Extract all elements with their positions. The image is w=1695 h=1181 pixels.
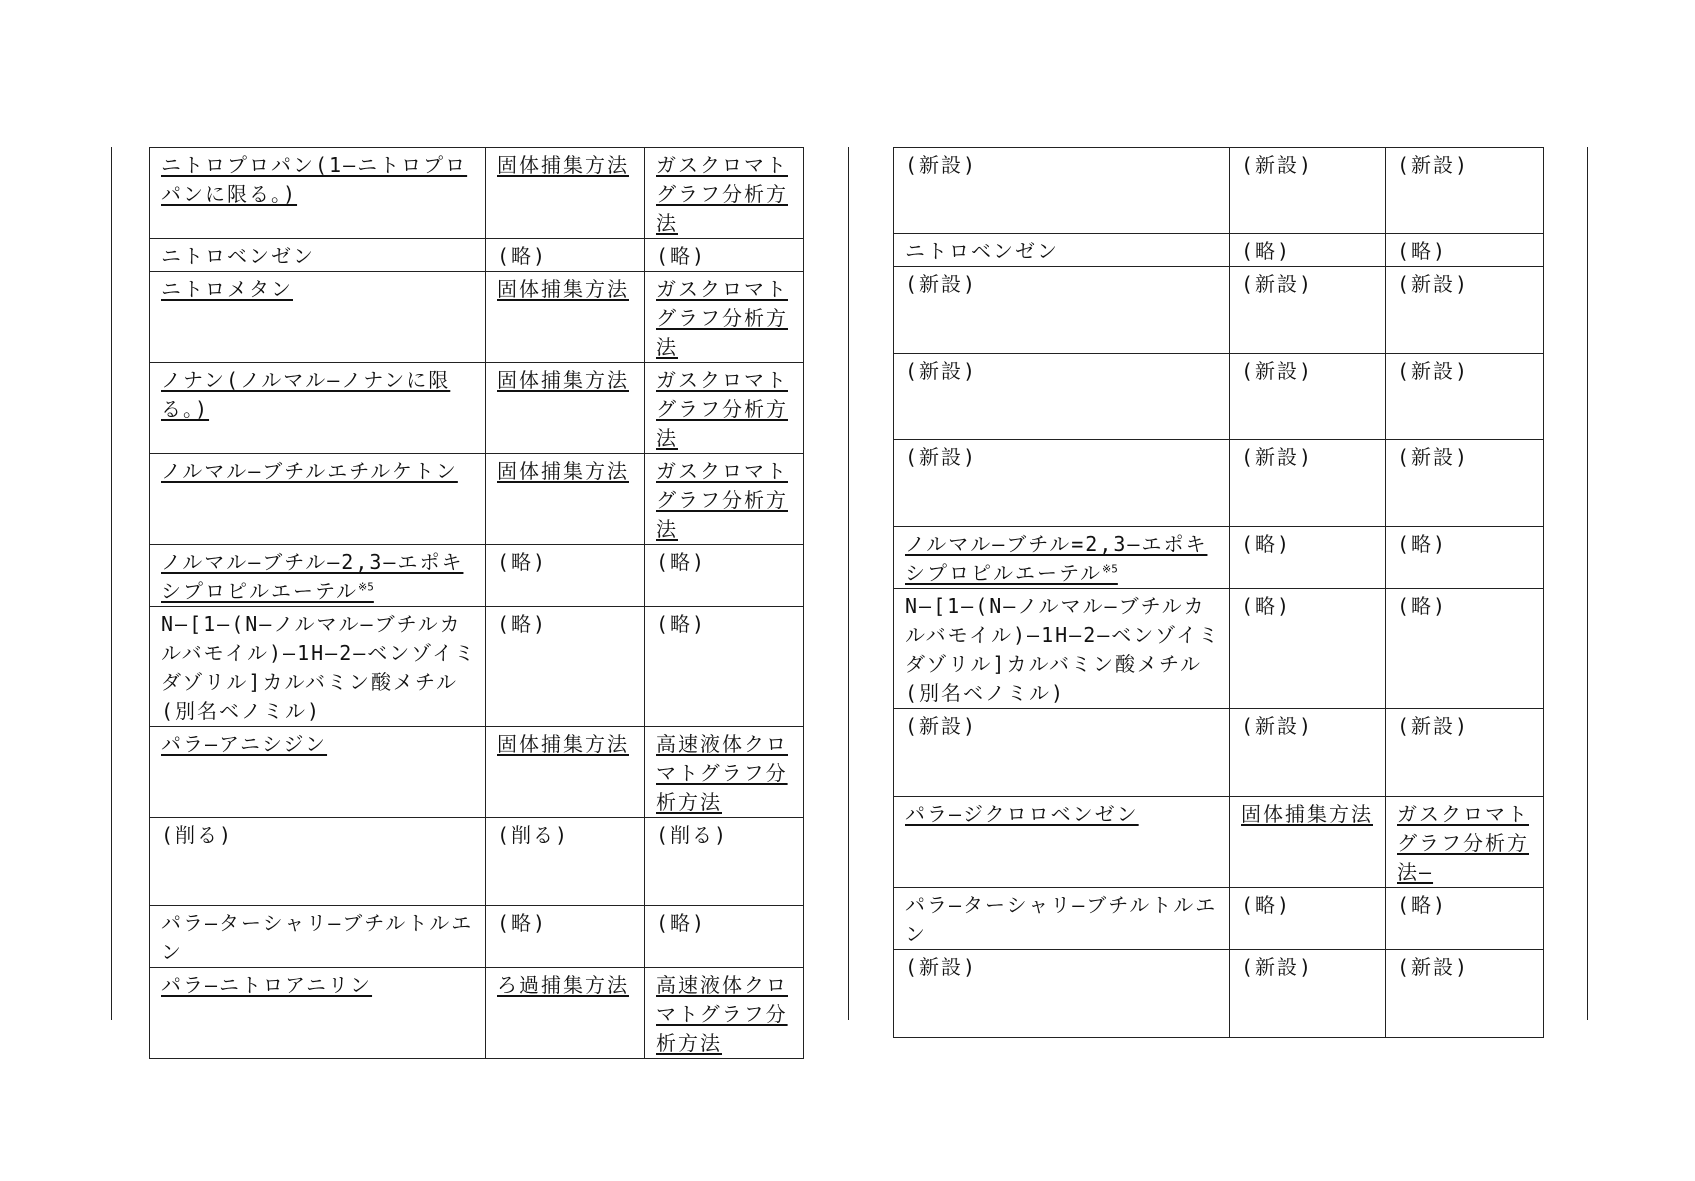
cell-content: [497, 612, 547, 636]
table-row: [894, 950, 1544, 1038]
sampling-method-text: (新設): [1241, 955, 1314, 979]
analysis-method-text: (略): [1397, 893, 1448, 917]
table-row: [150, 363, 804, 454]
sampling-method-cell: [486, 239, 645, 272]
table-row: [894, 234, 1544, 267]
analysis-method-text: (新設): [1397, 955, 1470, 979]
sampling-method-cell: [486, 607, 645, 727]
cell-content: [905, 445, 977, 469]
cell-content: [656, 277, 788, 359]
substance-name-cell: [894, 354, 1230, 440]
cell-content: [497, 244, 547, 268]
substance-name-text: ニトロプロパン(1―ニトロプロパンに限る。): [161, 153, 468, 206]
analysis-method-text: ガスクロマトグラフ分析方法―: [1397, 802, 1529, 884]
table-row: [150, 906, 804, 968]
analysis-method-text: (略): [1397, 594, 1448, 618]
sampling-method-cell: [486, 968, 645, 1059]
cell-content: [161, 459, 458, 483]
cell-content: [161, 823, 233, 847]
cell-content: [905, 594, 1220, 705]
cell-content: [161, 368, 450, 421]
analysis-method-cell: [645, 148, 804, 239]
cell-content: [161, 244, 315, 268]
analysis-method-cell: [1386, 527, 1544, 589]
cell-content: [1241, 714, 1313, 738]
sampling-method-text: (新設): [1241, 445, 1314, 469]
substance-name-text: (新設): [905, 272, 978, 296]
substance-name-text: (新設): [905, 955, 978, 979]
sampling-method-cell: [486, 454, 645, 545]
sampling-method-cell: [1230, 888, 1386, 950]
substance-name-cell: [150, 968, 486, 1059]
substance-name-text: (新設): [905, 359, 978, 383]
table-row: [894, 888, 1544, 950]
analysis-method-text: (略): [656, 911, 707, 935]
footnote-marker: ※5: [358, 580, 374, 594]
sampling-method-text: (略): [1241, 532, 1292, 556]
substance-name-cell: [894, 234, 1230, 267]
substance-name-text: パラ―アニシジン: [161, 732, 328, 756]
cell-content: [1397, 532, 1447, 556]
cell-content: [905, 893, 1217, 946]
substance-name-cell: [894, 440, 1230, 527]
cell-content: [1241, 955, 1313, 979]
cell-content: [161, 732, 327, 756]
sampling-method-text: (新設): [1241, 153, 1314, 177]
table-row: [894, 589, 1544, 709]
cell-content: [497, 368, 629, 392]
cell-content: [161, 550, 463, 603]
analysis-method-cell: [1386, 267, 1544, 354]
analysis-method-cell: [1386, 797, 1544, 888]
cell-content: [656, 368, 788, 450]
analysis-method-cell: [1386, 589, 1544, 709]
analysis-method-cell: [1386, 950, 1544, 1038]
cell-content: [1397, 594, 1447, 618]
table-row: [894, 354, 1544, 440]
cell-content: [656, 823, 728, 847]
cell-content: [656, 732, 788, 814]
substance-name-text: ノナン(ノルマル―ノナンに限る。): [161, 368, 451, 421]
analysis-method-cell: [645, 272, 804, 363]
substance-name-text: ニトロメタン: [161, 277, 293, 301]
analysis-method-cell: [645, 727, 804, 818]
substance-name-text: (新設): [905, 445, 978, 469]
substance-name-cell: [150, 148, 486, 239]
substance-name-cell: [894, 589, 1230, 709]
substance-name-text: ノルマル―ブチルエチルケトン: [161, 459, 458, 483]
revised-table-body: [150, 148, 804, 1059]
substance-name-text: パラ―ターシャリ―ブチルトルエン: [905, 893, 1218, 946]
table-row: [894, 440, 1544, 527]
analysis-method-text: (新設): [1397, 359, 1470, 383]
sampling-method-text: (削る): [497, 823, 570, 847]
cell-content: [1241, 445, 1313, 469]
analysis-method-cell: [645, 545, 804, 607]
cell-content: [1241, 153, 1313, 177]
current-table-body: [894, 148, 1544, 1038]
cell-content: [1241, 893, 1291, 917]
cell-content: [656, 911, 706, 935]
cell-content: [656, 550, 706, 574]
table-row: [150, 272, 804, 363]
sampling-method-cell: [486, 545, 645, 607]
center-divider-rule: [848, 147, 849, 1020]
cell-content: [497, 732, 629, 756]
cell-content: [1397, 955, 1469, 979]
cell-content: [1241, 272, 1313, 296]
sampling-method-cell: [1230, 267, 1386, 354]
sampling-method-text: 固体捕集方法: [497, 153, 629, 177]
cell-content: [656, 153, 788, 235]
analysis-method-text: (削る): [656, 823, 729, 847]
substance-name-cell: [150, 239, 486, 272]
substance-name-cell: [150, 818, 486, 906]
cell-content: [497, 277, 629, 301]
analysis-method-cell: [1386, 709, 1544, 797]
cell-content: [656, 244, 706, 268]
substance-name-text: N―[1―(N―ノルマル―ブチルカルバモイル)―1H―2―ベンゾイミダゾリル]カルバミン酸メチル(別名ベノミル): [905, 594, 1221, 705]
cell-content: [497, 973, 629, 997]
sampling-method-cell: [486, 272, 645, 363]
analysis-method-cell: [645, 968, 804, 1059]
analysis-method-cell: [1386, 888, 1544, 950]
sampling-method-text: 固体捕集方法: [497, 277, 629, 301]
sampling-method-text: ろ過捕集方法: [497, 973, 629, 997]
cell-content: [905, 239, 1059, 263]
analysis-method-text: (略): [1397, 239, 1448, 263]
table-row: [894, 527, 1544, 589]
analysis-method-text: (新設): [1397, 445, 1470, 469]
sampling-method-cell: [1230, 797, 1386, 888]
cell-content: [1397, 359, 1469, 383]
right-margin-rule: [1587, 147, 1588, 1020]
analysis-method-text: ガスクロマトグラフ分析方法: [656, 368, 788, 450]
table-row: [150, 968, 804, 1059]
analysis-method-text: (略): [656, 550, 707, 574]
cell-content: [656, 459, 788, 541]
substance-name-text: ノルマル―ブチル=2,3―エポキシプロピルエーテル: [905, 532, 1208, 585]
sampling-method-text: (略): [497, 550, 548, 574]
sampling-method-text: 固体捕集方法: [497, 459, 629, 483]
analysis-method-text: (略): [656, 612, 707, 636]
sampling-method-cell: [486, 906, 645, 968]
table-row: [894, 797, 1544, 888]
sampling-method-text: (新設): [1241, 714, 1314, 738]
sampling-method-text: (略): [1241, 239, 1292, 263]
sampling-method-text: 固体捕集方法: [497, 368, 629, 392]
analysis-method-cell: [645, 454, 804, 545]
analysis-method-text: (略): [656, 244, 707, 268]
substance-name-cell: [150, 607, 486, 727]
sampling-method-text: (新設): [1241, 359, 1314, 383]
substance-name-cell: [894, 267, 1230, 354]
analysis-method-cell: [1386, 440, 1544, 527]
cell-content: [1241, 532, 1291, 556]
sampling-method-text: 固体捕集方法: [1241, 802, 1373, 826]
sampling-method-text: (略): [1241, 893, 1292, 917]
left-margin-rule: [111, 147, 112, 1020]
analysis-method-text: ガスクロマトグラフ分析方法: [656, 153, 788, 235]
analysis-method-cell: [645, 239, 804, 272]
cell-content: [1397, 272, 1469, 296]
sampling-method-text: (略): [497, 612, 548, 636]
cell-content: [497, 911, 547, 935]
cell-content: [656, 612, 706, 636]
sampling-method-text: (新設): [1241, 272, 1314, 296]
sampling-method-cell: [1230, 589, 1386, 709]
substance-name-cell: [150, 272, 486, 363]
substance-name-cell: [894, 797, 1230, 888]
substance-name-cell: [894, 527, 1230, 589]
substance-name-cell: [894, 148, 1230, 234]
sampling-method-cell: [486, 148, 645, 239]
substance-name-text: ノルマル―ブチル―2,3―エポキシプロピルエーテル: [161, 550, 464, 603]
cell-content: [497, 550, 547, 574]
substance-name-cell: [894, 950, 1230, 1038]
cell-content: [905, 272, 977, 296]
analysis-method-text: (新設): [1397, 272, 1470, 296]
sampling-method-text: 固体捕集方法: [497, 732, 629, 756]
cell-content: [1241, 239, 1291, 263]
table-row: [150, 239, 804, 272]
analysis-method-text: (略): [1397, 532, 1448, 556]
cell-content: [1241, 802, 1373, 826]
analysis-method-text: ガスクロマトグラフ分析方法: [656, 277, 788, 359]
sampling-method-text: (略): [497, 244, 548, 268]
table-row: [894, 709, 1544, 797]
substance-name-text: パラ―ターシャリ―ブチルトルエン: [161, 911, 474, 964]
substance-name-cell: [150, 906, 486, 968]
cell-content: [905, 955, 977, 979]
analysis-method-text: (新設): [1397, 153, 1470, 177]
cell-content: [161, 153, 467, 206]
sampling-method-text: (略): [497, 911, 548, 935]
cell-content: [161, 612, 476, 723]
analysis-method-text: 高速液体クロマトグラフ分析方法: [656, 973, 788, 1055]
cell-content: [656, 973, 788, 1055]
table-row: [150, 607, 804, 727]
substance-name-cell: [150, 545, 486, 607]
cell-content: [1397, 893, 1447, 917]
table-row: [150, 818, 804, 906]
revised-table: [149, 147, 804, 1059]
substance-name-text: パラ―ジクロロベンゼン: [905, 802, 1139, 826]
analysis-method-cell: [645, 906, 804, 968]
substance-name-cell: [150, 363, 486, 454]
analysis-method-cell: [645, 363, 804, 454]
analysis-method-cell: [645, 607, 804, 727]
table-row: [150, 454, 804, 545]
sampling-method-cell: [1230, 527, 1386, 589]
substance-name-text: N―[1―(N―ノルマル―ブチルカルバモイル)―1H―2―ベンゾイミダゾリル]カルバミン酸メチル(別名ベノミル): [161, 612, 477, 723]
analysis-method-cell: [1386, 148, 1544, 234]
substance-name-cell: [894, 709, 1230, 797]
table-row: [894, 267, 1544, 354]
substance-name-text: (新設): [905, 714, 978, 738]
substance-name-text: (新設): [905, 153, 978, 177]
cell-content: [905, 153, 977, 177]
sampling-method-cell: [486, 363, 645, 454]
cell-content: [905, 714, 977, 738]
cell-content: [1241, 594, 1291, 618]
analysis-method-text: 高速液体クロマトグラフ分析方法: [656, 732, 788, 814]
analysis-method-cell: [1386, 234, 1544, 267]
current-table: [893, 147, 1544, 1038]
cell-content: [905, 359, 977, 383]
cell-content: [161, 973, 372, 997]
cell-content: [497, 153, 629, 177]
analysis-method-text: ガスクロマトグラフ分析方法: [656, 459, 788, 541]
substance-name-text: ニトロベンゼン: [905, 239, 1059, 263]
substance-name-text: ニトロベンゼン: [161, 244, 315, 268]
substance-name-cell: [150, 727, 486, 818]
cell-content: [1397, 802, 1529, 884]
table-row: [894, 148, 1544, 234]
sampling-method-cell: [1230, 148, 1386, 234]
cell-content: [1397, 714, 1469, 738]
analysis-method-text: (新設): [1397, 714, 1470, 738]
substance-name-cell: [894, 888, 1230, 950]
cell-content: [161, 277, 293, 301]
sampling-method-cell: [486, 818, 645, 906]
cell-content: [1241, 359, 1313, 383]
substance-name-cell: [150, 454, 486, 545]
substance-name-text: パラ―ニトロアニリン: [161, 973, 373, 997]
sampling-method-cell: [1230, 440, 1386, 527]
sampling-method-text: (略): [1241, 594, 1292, 618]
sampling-method-cell: [1230, 354, 1386, 440]
footnote-marker: ※5: [1102, 562, 1118, 576]
sampling-method-cell: [1230, 234, 1386, 267]
substance-name-text: (削る): [161, 823, 234, 847]
cell-content: [1397, 153, 1469, 177]
cell-content: [497, 823, 569, 847]
cell-content: [905, 802, 1139, 826]
cell-content: [497, 459, 629, 483]
cell-content: [905, 532, 1207, 585]
cell-content: [1397, 445, 1469, 469]
analysis-method-cell: [1386, 354, 1544, 440]
table-row: [150, 727, 804, 818]
sampling-method-cell: [1230, 709, 1386, 797]
table-row: [150, 148, 804, 239]
table-row: [150, 545, 804, 607]
analysis-method-cell: [645, 818, 804, 906]
cell-content: [161, 911, 473, 964]
cell-content: [1397, 239, 1447, 263]
sampling-method-cell: [1230, 950, 1386, 1038]
sampling-method-cell: [486, 727, 645, 818]
